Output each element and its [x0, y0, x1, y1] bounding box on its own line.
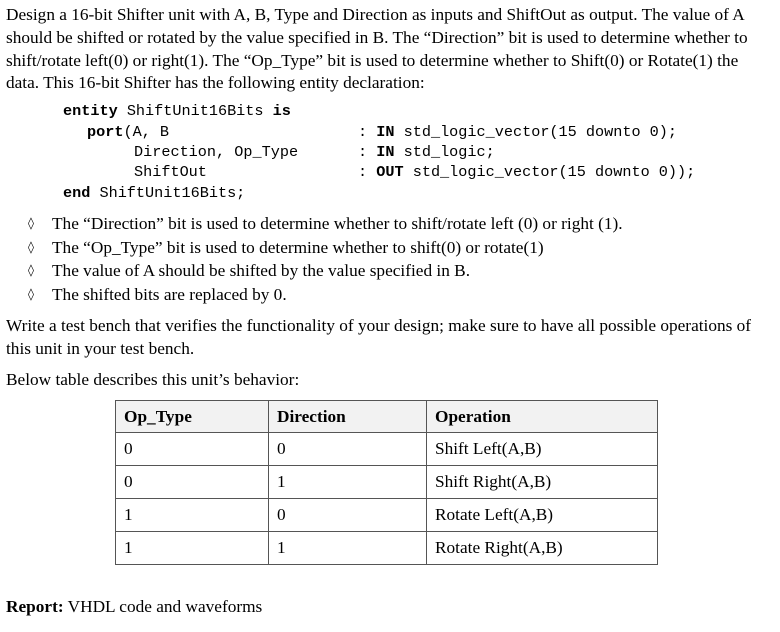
cell-op-type: 1	[116, 532, 269, 565]
table-row	[116, 466, 658, 499]
cell-op-type: 0	[116, 466, 269, 499]
testbench-paragraph: Write a test bench that verifies the functionality of your design; make sure to have all possible operations of this unit in your test bench.	[6, 316, 752, 358]
header-op-type: Op_Type	[116, 401, 269, 433]
table-row	[116, 433, 658, 466]
list-item: ◊ The “Op_Type” bit is used to determine whether to shift(0) or rotate(1)	[28, 236, 623, 260]
cell-operation: Rotate Right(A,B)	[427, 532, 658, 565]
intro-paragraph: Design a 16-bit Shifter unit with A, B, Type and Direction as inputs and ShiftOut as output. The value of A should be shifted or rotated by the value specified in B. The “Direction” bit is used to determine whether to shift/rotate left(0) or right(1). The “Op_Type” bit is used to determine whether to Shift(0) or Rotate(1) the data. This 16-bit Shifter has the following entity declaration:	[6, 5, 748, 93]
header-direction: Direction	[269, 401, 427, 433]
list-item: ◊ The “Direction” bit is used to determine whether to shift/rotate left (0) or right (1).	[28, 212, 623, 236]
table-row	[116, 532, 658, 565]
report-text: VHDL code and waveforms	[67, 597, 263, 616]
code-type-a-b: : IN std_logic_vector(15 downto 0);	[358, 123, 678, 141]
table-row	[116, 499, 658, 532]
cell-op-type: 0	[116, 433, 269, 466]
behavior-table	[115, 400, 658, 565]
cell-operation: Shift Left(A,B)	[427, 433, 658, 466]
report-label: Report:	[6, 597, 64, 616]
cell-op-type: 1	[116, 499, 269, 532]
code-type-direction: : IN std_logic;	[358, 143, 495, 161]
header-operation: Operation	[427, 401, 658, 433]
cell-operation: Shift Right(A,B)	[427, 466, 658, 499]
code-line-shiftout: ShiftOut	[134, 163, 207, 181]
diamond-bullet-icon: ◊	[28, 216, 34, 230]
cell-direction: 1	[269, 532, 427, 565]
list-item: ◊ The shifted bits are replaced by 0.	[28, 283, 623, 307]
code-line-direction: Direction, Op_Type	[134, 143, 299, 161]
code-line-entity: entity ShiftUnit16Bits is	[63, 102, 291, 120]
cell-operation: Rotate Left(A,B)	[427, 499, 658, 532]
table-header-row	[116, 401, 658, 433]
diamond-bullet-icon: ◊	[28, 263, 34, 277]
table-intro: Below table describes this unit’s behavior:	[6, 370, 300, 389]
cell-direction: 0	[269, 499, 427, 532]
cell-direction: 0	[269, 433, 427, 466]
cell-direction: 1	[269, 466, 427, 499]
diamond-bullet-icon: ◊	[28, 286, 34, 301]
list-item: ◊ The value of A should be shifted by the value specified in B.	[28, 259, 623, 283]
requirements-list	[28, 212, 623, 306]
code-type-shiftout: : OUT std_logic_vector(15 downto 0));	[358, 163, 696, 181]
diamond-bullet-icon: ◊	[28, 239, 34, 254]
code-line-end: end ShiftUnit16Bits;	[63, 184, 246, 202]
report-line	[6, 597, 262, 617]
code-line-port: port(A, B	[87, 123, 170, 141]
